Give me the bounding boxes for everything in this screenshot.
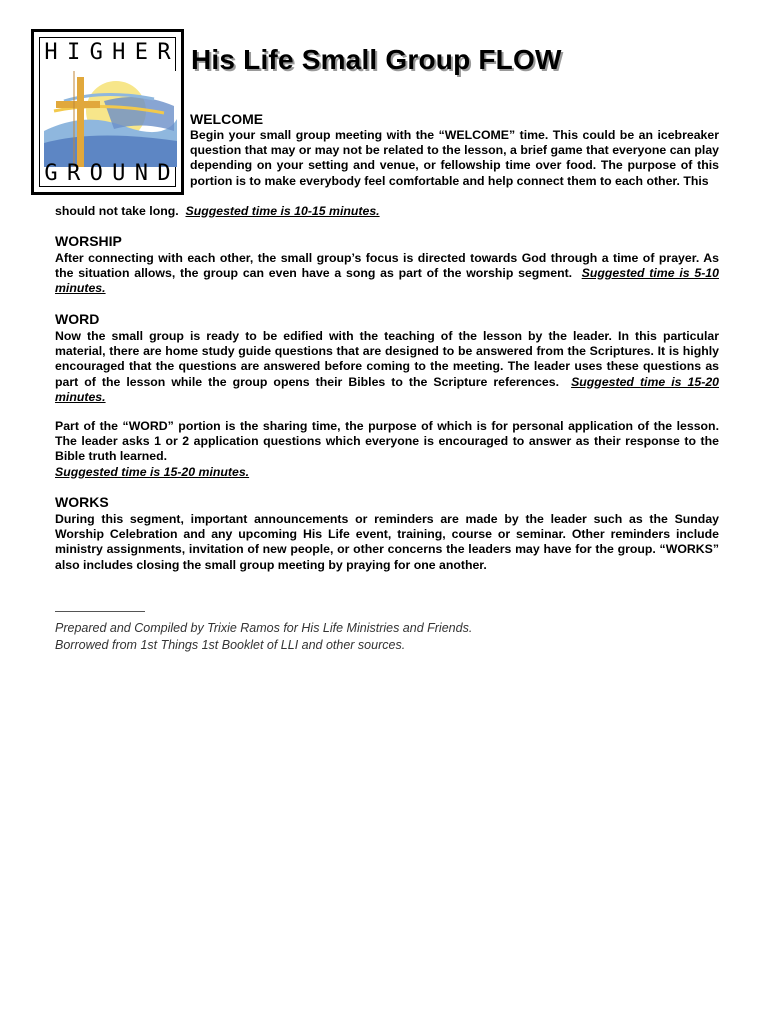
logo-letter: G (89, 40, 103, 65)
logo-letter: H (112, 40, 126, 65)
word-suggested-time-2: Suggested time is 15-20 minutes. (55, 464, 250, 479)
higher-ground-logo (31, 29, 184, 195)
footnote-source: Borrowed from 1st Things 1st Booklet of LLI and other sources. (55, 638, 406, 652)
logo-letter: H (44, 40, 58, 65)
logo-frame (39, 37, 176, 187)
logo-letter: R (157, 40, 171, 65)
logo-letter: I (66, 40, 81, 65)
worship-heading: WORSHIP (55, 233, 122, 249)
cross-sunrise-icon (44, 71, 177, 167)
word-text-1: Now the small group is ready to be edified with the teaching of the lesson by the leader. In this particular material, there are home study guide questions that are designed to be answered from the Scriptures. It is highly encouraged that the questions are answered before coming to the meeting. The leader uses these questions as part of the lesson while the group opens their Bibles to the Scripture references. (55, 329, 719, 389)
logo-word-ground (42, 161, 173, 186)
worship-text: After connecting with each other, the small group’s focus is directed towards God through a time of prayer. As the situation allows, the group can even have a song as part of the worship segment. (55, 251, 719, 281)
word-paragraph-1 (55, 329, 719, 405)
welcome-heading: WELCOME (190, 111, 264, 127)
welcome-suggested-time: Suggested time is 10-15 minutes. (185, 204, 380, 218)
page-title: His Life Small Group FLOW (191, 44, 562, 75)
word-paragraph-2 (55, 419, 719, 480)
worship-paragraph (55, 251, 719, 297)
word-heading: WORD (55, 311, 100, 327)
word-text-2: Part of the “WORD” portion is the sharing time, the purpose of which is for personal application of the lesson. The leader asks 1 or 2 application questions which everyone is encouraged to answer as their response to the Bible truth learned. (55, 419, 719, 464)
logo-letter: R (66, 161, 81, 186)
word-suggested-time-1: Suggested time is 15-20 minutes. (55, 374, 720, 404)
footnote-divider (55, 611, 145, 612)
logo-letter: O (89, 161, 103, 186)
welcome-paragraph: Begin your small group meeting with the “WELCOME” time. This could be an icebreaker question that may or may not be related to the lesson, a brief game that everyone can play depending on your setting and venue, or fellowship time over food. The purpose of this portion is to make everybody feel comfortable and help connect them to each other. This (190, 128, 719, 188)
logo-letter: E (134, 40, 148, 65)
works-paragraph: During this segment, important announcements or reminders are made by the leader such as the Sunday Worship Celebration and any upcoming His Life event, training, course or seminar. Other reminders include ministry assignments, invitation of new people, or other concerns the leaders may have for the group. “WORKS” also includes closing the small group meeting by praying for one another. (55, 512, 719, 572)
welcome-paragraph-end (55, 204, 719, 219)
logo-letter: U (112, 161, 126, 186)
logo-word-higher (42, 40, 173, 65)
logo-letter: N (134, 161, 148, 186)
logo-letter: G (44, 161, 58, 186)
works-heading: WORKS (55, 494, 109, 510)
worship-suggested-time: Suggested time is 5-10 minutes. (55, 266, 719, 296)
footnote-prepared-by: Prepared and Compiled by Trixie Ramos for His Life Ministries and Friends. (55, 621, 473, 635)
logo-letter: D (157, 161, 171, 186)
welcome-text-tail: should not take long. (55, 204, 179, 218)
